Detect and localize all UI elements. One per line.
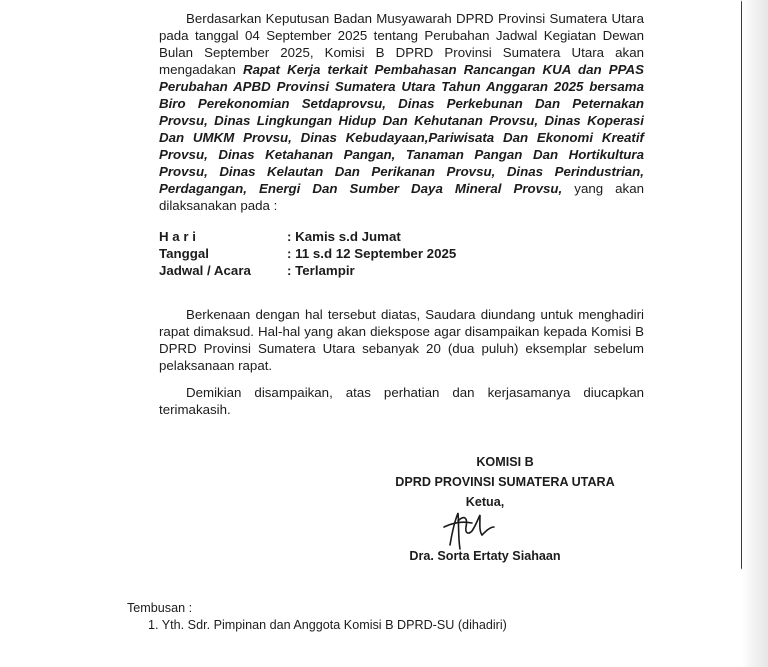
meeting-details	[159, 228, 456, 279]
cc-title: Tembusan :	[127, 601, 193, 615]
detail-row-day	[159, 228, 456, 245]
intro-paragraph	[159, 10, 644, 214]
signature-org: DPRD PROVINSI SUMATERA UTARA	[395, 475, 615, 489]
detail-label: Tanggal	[159, 246, 209, 261]
signatory-name: Dra. Sorta Ertaty Siahaan	[409, 549, 561, 563]
invitation-paragraph: Berkenaan dengan hal tersebut diatas, Saudara diundang untuk menghadiri rapat dimaksud. Hal-hal yang akan diekspose agar disampaikan kepada Komisi B DPRD Provinsi Sumatera Utara sebanyak 20 (dua puluh) eksemplar sebelum pelaksanaan rapat.	[159, 307, 644, 373]
closing-paragraph: Demikian disampaikan, atas perhatian dan kerjasamanya diucapkan terimakasih.	[159, 385, 644, 417]
meeting-subject: Rapat Kerja terkait Pembahasan Rancangan KUA dan PPAS Perubahan APBD Provinsi Sumatera Utara Tahun Anggaran 2025 bersama Biro Perekonomian Setdaprovsu, Dinas Perkebunan Dan Peternakan Provsu, Dinas Lingkungan Hidup Dan Kehutanan Provsu, Dinas Koperasi Dan UMKM Provsu, Dinas Kebudayaan,Pariwisata Dan Ekonomi Kreatif Provsu, Dinas Ketahanan Pangan, Tanaman Pangan Dan Hortikultura Provsu, Dinas Kelautan Dan Perikanan Provsu, Dinas Perindustrian, Perdagangan, Energi Dan Sumber Daya Mineral Provsu,	[159, 62, 644, 196]
detail-label: Jadwal / Acara	[159, 263, 251, 278]
detail-value: : Kamis s.d Jumat	[287, 229, 401, 244]
signature-role: Ketua,	[465, 495, 505, 509]
intro-text: Berdasarkan Keputusan Badan Musyawarah DPRD Provinsi Sumatera Utara pada tanggal 04 September 2025 tentang Perubahan Jadwal Kegiatan Dewan Bulan September 2025, Komisi B DPRD Provinsi Sumatera Utara akan mengadakan	[159, 11, 644, 77]
signature-unit: KOMISI B	[476, 455, 534, 469]
page-edge	[742, 0, 768, 667]
detail-value: : Terlampir	[287, 263, 355, 278]
intro-tail: yang akan dilaksanakan pada :	[159, 181, 644, 213]
detail-value: : 11 s.d 12 September 2025	[287, 246, 457, 261]
detail-label: H a r i	[159, 229, 196, 244]
detail-row-date	[159, 245, 456, 262]
detail-row-schedule	[159, 262, 456, 279]
cc-item: 1. Yth. Sdr. Pimpinan dan Anggota Komisi B DPRD-SU (dihadiri)	[148, 618, 507, 632]
cc-section	[127, 600, 507, 634]
